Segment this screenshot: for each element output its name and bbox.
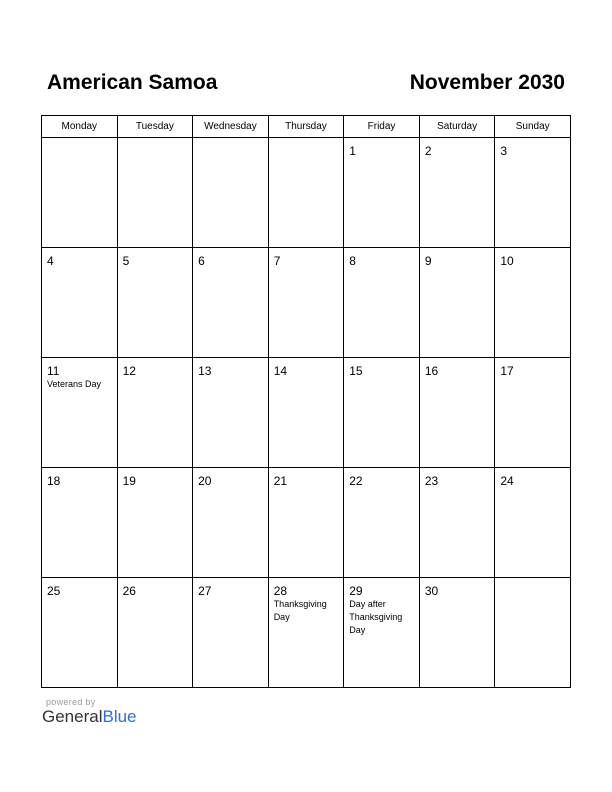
day-cell — [193, 138, 269, 248]
day-number: 23 — [424, 474, 439, 488]
day-number: 15 — [349, 364, 363, 378]
day-cell — [117, 138, 193, 248]
day-number: 10 — [500, 254, 514, 268]
week-row — [42, 468, 571, 578]
day-cell — [344, 578, 420, 688]
day-number: 27 — [198, 584, 212, 598]
day-cell — [495, 468, 571, 578]
weekday-header: Tuesday — [117, 116, 193, 138]
region-title: American Samoa — [47, 71, 218, 94]
day-cell — [117, 358, 193, 468]
day-cell — [495, 578, 571, 688]
day-number: 11 — [47, 364, 60, 378]
brand-logo[interactable] — [42, 707, 137, 727]
day-cell — [268, 138, 344, 248]
week-row — [42, 358, 571, 468]
weekday-header: Thursday — [268, 116, 344, 138]
holiday-label: Veterans Day — [47, 379, 102, 389]
brand-name-part1: General — [42, 707, 103, 726]
day-number: 20 — [198, 474, 212, 488]
day-number: 7 — [273, 254, 281, 268]
weekday-header: Friday — [344, 116, 420, 138]
day-cell — [42, 578, 118, 688]
weekday-header-row — [42, 116, 571, 138]
day-cell — [419, 138, 495, 248]
day-number: 29 — [349, 584, 363, 598]
day-number: 5 — [122, 254, 130, 268]
holiday-label: Thanksgiving Day — [273, 599, 327, 622]
day-cell — [268, 358, 344, 468]
month-title: November 2030 — [409, 71, 565, 94]
day-cell — [193, 248, 269, 358]
day-number: 19 — [122, 474, 136, 488]
day-number: 12 — [122, 364, 136, 378]
day-number: 13 — [198, 364, 212, 378]
day-cell — [344, 248, 420, 358]
powered-by-text: powered by — [46, 697, 96, 707]
day-cell — [193, 358, 269, 468]
day-cell — [495, 248, 571, 358]
day-cell — [193, 468, 269, 578]
week-row — [42, 248, 571, 358]
day-cell — [42, 468, 118, 578]
day-number: 9 — [424, 254, 432, 268]
day-cell — [117, 578, 193, 688]
brand-name-part2: Blue — [102, 707, 137, 726]
day-number: 26 — [122, 584, 136, 598]
day-number: 14 — [273, 364, 288, 378]
day-cell — [419, 468, 495, 578]
day-cell — [344, 358, 420, 468]
day-number: 22 — [349, 474, 363, 488]
day-number: 17 — [500, 364, 514, 378]
day-number: 2 — [424, 144, 432, 158]
day-cell — [193, 578, 269, 688]
day-cell — [117, 248, 193, 358]
footer-branding — [42, 697, 137, 727]
day-number: 21 — [273, 474, 288, 488]
day-cell — [268, 468, 344, 578]
day-cell — [42, 358, 118, 468]
day-number: 24 — [500, 474, 514, 488]
day-number: 18 — [47, 474, 61, 488]
day-number: 1 — [349, 144, 356, 158]
day-cell — [495, 138, 571, 248]
weekday-header: Monday — [42, 116, 118, 138]
weekday-header: Saturday — [419, 116, 495, 138]
day-number: 30 — [424, 584, 439, 598]
day-number: 16 — [424, 364, 439, 378]
day-cell — [344, 468, 420, 578]
day-cell — [117, 468, 193, 578]
weekday-header: Wednesday — [193, 116, 269, 138]
weekday-header: Sunday — [495, 116, 571, 138]
day-cell — [268, 248, 344, 358]
day-cell — [419, 248, 495, 358]
day-cell — [419, 578, 495, 688]
day-cell — [42, 138, 118, 248]
day-cell — [344, 138, 420, 248]
holiday-label: Day after Thanksgiving Day — [349, 599, 403, 635]
day-number: 4 — [47, 254, 54, 268]
week-row — [42, 578, 571, 688]
day-number: 8 — [349, 254, 356, 268]
day-number: 6 — [198, 254, 205, 268]
day-cell — [495, 358, 571, 468]
day-cell — [419, 358, 495, 468]
day-number: 28 — [273, 584, 288, 598]
week-row — [42, 138, 571, 248]
day-cell — [42, 248, 118, 358]
day-number: 25 — [47, 584, 61, 598]
day-cell — [268, 578, 344, 688]
calendar-grid — [41, 115, 571, 688]
day-number: 3 — [500, 144, 508, 158]
